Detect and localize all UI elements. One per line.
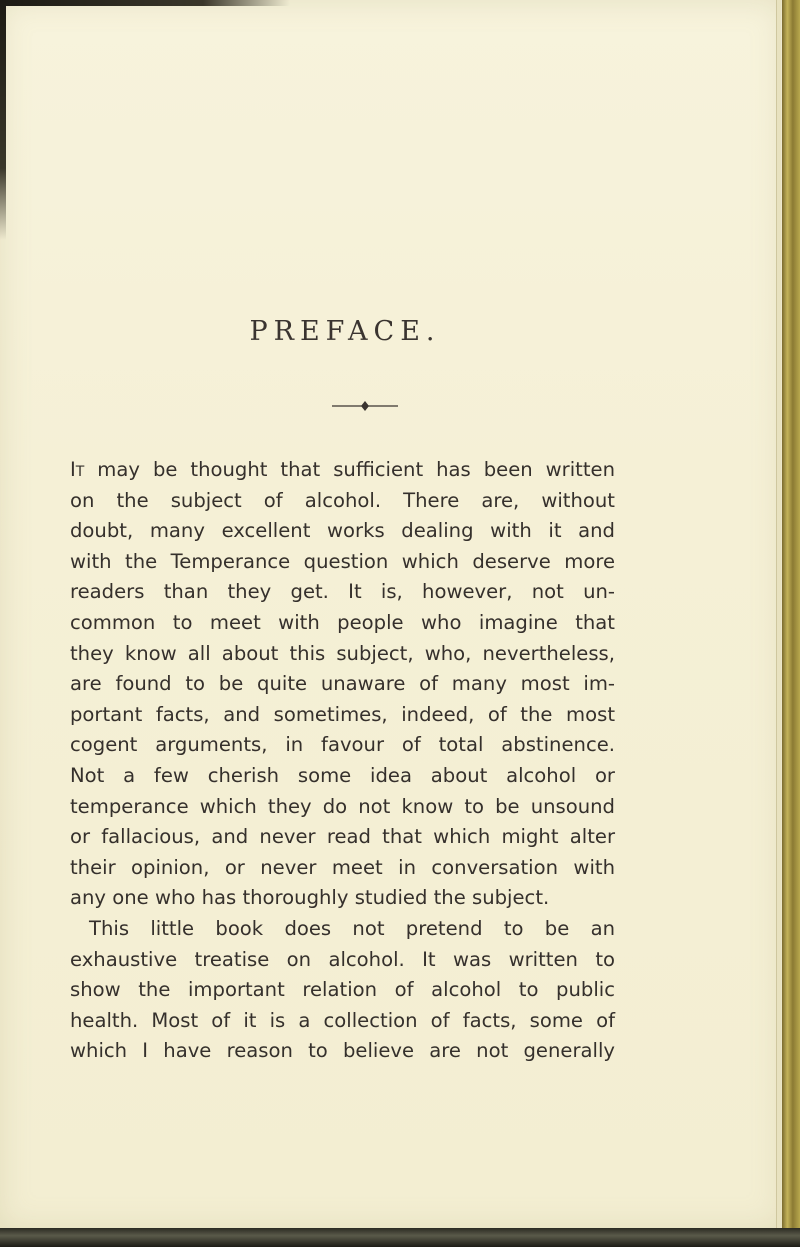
page-shadow-left: [0, 0, 6, 240]
book-bottom-edge: [0, 1228, 800, 1247]
text-line: doubt, many excellent works dealing with it and: [70, 519, 615, 543]
text-line: exhaustive treatise on alcohol. It was written to: [70, 947, 615, 971]
text-line: on the subject of alcohol. There are, without: [70, 488, 615, 512]
text-line: are found to be quite unaware of many most im-: [70, 672, 615, 696]
text-line: any one who has thoroughly studied the subject.: [70, 886, 550, 910]
text-line: Not a few cherish some idea about alcohol or: [70, 763, 615, 787]
text-line: temperance which they do not know to be unsound: [70, 794, 615, 818]
text-line: readers than they get. It is, however, not un-: [70, 580, 615, 604]
text-line: which I have reason to believe are not generally: [70, 1039, 615, 1063]
text-line: their opinion, or never meet in conversation with: [70, 855, 615, 879]
text-line: or fallacious, and never read that which might alter: [70, 825, 615, 849]
text-line: common to meet with people who imagine that: [70, 610, 615, 634]
text-line-content: may be thought that sufficient has been written: [84, 458, 615, 481]
text-line: cogent arguments, in favour of total abstinence.: [70, 733, 615, 757]
text-line: show the important relation of alcohol to public: [70, 978, 615, 1002]
diamond-ornament-icon: [322, 400, 408, 412]
text-line: with the Temperance question which deserve more: [70, 549, 615, 573]
page-gutter: [776, 0, 781, 1228]
page-shadow-top: [0, 0, 290, 6]
text-line: health. Most of it is a collection of facts, some of: [70, 1008, 615, 1032]
preface-body: [70, 455, 615, 1067]
page-title: PREFACE.: [249, 316, 441, 347]
lead-word: It: [70, 458, 85, 481]
text-line: portant facts, and sometimes, indeed, of the most: [70, 702, 615, 726]
text-line: This little book does not pretend to be an: [89, 916, 615, 940]
text-line: [70, 455, 615, 486]
text-line: they know all about this subject, who, nevertheless,: [70, 641, 615, 665]
book-spine: [782, 0, 800, 1247]
